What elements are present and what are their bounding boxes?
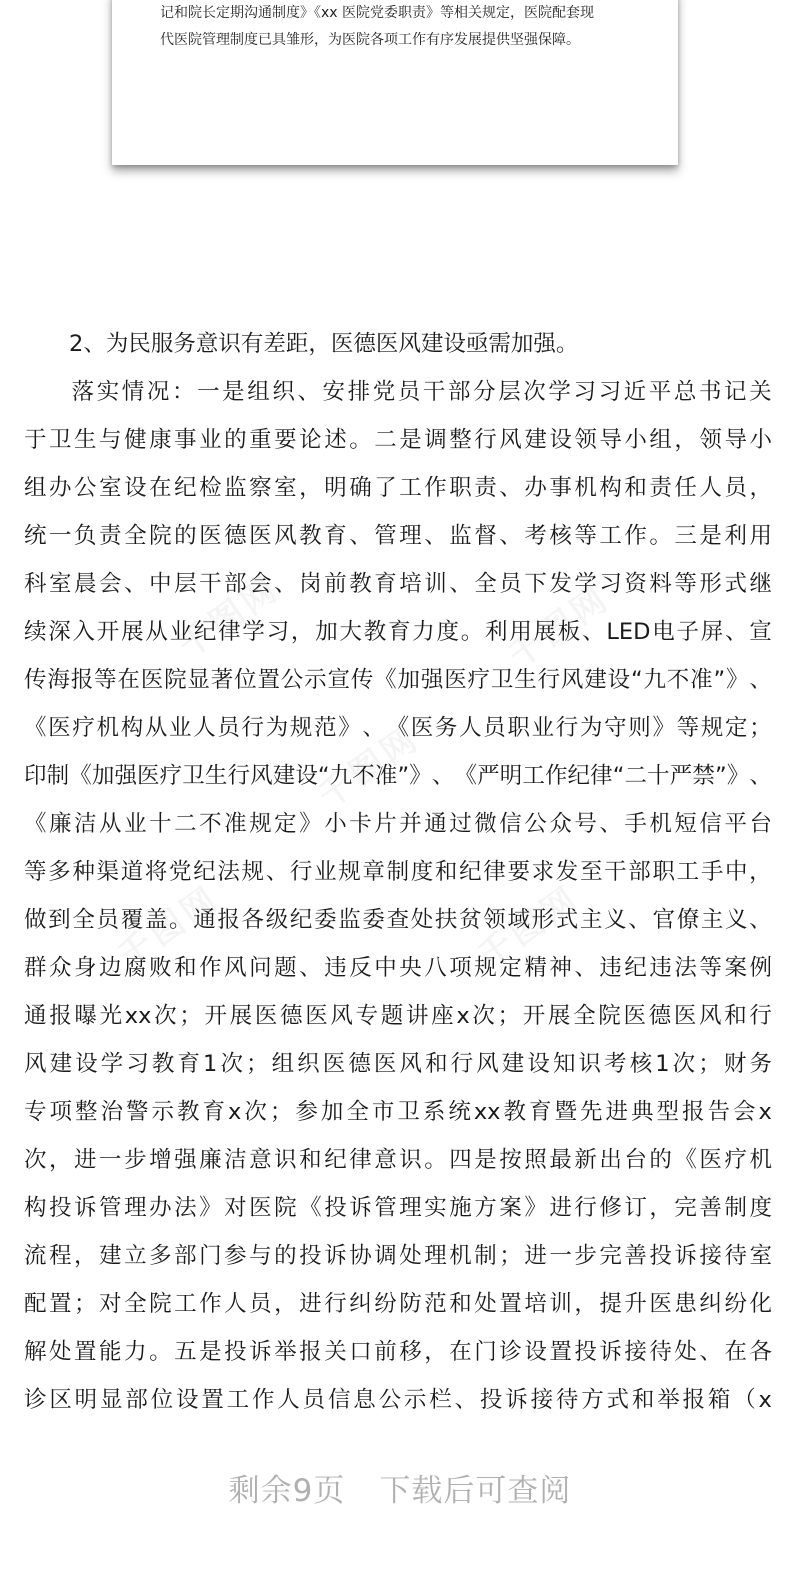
paragraph-line: 续 深 入 开 展 从 业 纪 律 学 习 ， 加 大 教 育 力 度 。 利 用 展 板 、 LED 电 子 屏 、 宣 [24,619,772,645]
paragraph-line: 传 海 报 等 在 医 院 显 著 位 置 公 示 宣 传 《 加 强 医 疗 卫 生 行 风 建 设 “ 九 不 准 ” 》 、 [24,667,772,693]
paragraph-line: 次 ， 进 一 步 增 强 廉 洁 意 识 和 纪 律 意 识 。 四 是 按 照 最 新 出 台 的 《 医 疗 机 [24,1147,772,1173]
paragraph-line: 2、为民服务意识有差距，医德医风建设亟需加强。 [24,331,579,357]
paragraph-line: 群 众 身 边 腐 败 和 作 风 问 题 、 违 反 中 央 八 项 规 定 精 神 、 违 纪 违 法 等 案 例 [24,955,772,981]
paragraph-line: 等 多 种 渠 道 将 党 纪 法 规 、 行 业 规 章 制 度 和 纪 律 要 求 发 至 干 部 职 工 手 中 ， [24,859,772,885]
download-prompt[interactable] [0,1465,800,1510]
download-to-view-label: 下载后可查阅 [379,1473,572,1509]
paragraph-line: 做 到 全 员 覆 盖 。 通 报 各 级 纪 委 监 委 查 处 扶 贫 领 域 形 式 主 义 、 官 僚 主 义 、 [24,907,772,933]
paragraph-line: 配 置 ； 对 全 院 工 作 人 员 ， 进 行 纠 纷 防 范 和 处 置 培 训 ， 提 升 医 患 纠 纷 化 [24,1291,772,1317]
paragraph-line: 印 制 《 加 强 医 疗 卫 生 行 风 建 设 “ 九 不 准 ” 》 、 《 严 明 工 作 纪 律 “ 二 十 严 禁 ” 》 、 [24,763,772,789]
paragraph-line: 于 卫 生 与 健 康 事 业 的 重 要 论 述 。 二 是 调 整 行 风 建 设 领 导 小 组 ， 领 导 小 [24,427,772,453]
card-text [160,0,640,54]
paragraph-line: 风 建 设 学 习 教 育 1 次 ； 组 织 医 德 医 风 和 行 风 建 设 知 识 考 核 1 次 ； 财 务 [24,1051,772,1077]
paragraph-line: 科 室 晨 会 、 中 层 干 部 会 、 岗 前 教 育 培 训 、 全 员 下 发 学 习 资 料 等 形 式 继 [24,571,772,597]
page-preview-card [112,0,678,165]
card-line: 代医院管理制度已具雏形，为医院各项工作有序发展提供坚强保障。 [160,32,580,48]
paragraph-line: 解 处 置 能 力 。 五 是 投 诉 举 报 关 口 前 移 ， 在 门 诊 设 置 投 诉 接 待 处 、 在 各 [24,1339,772,1365]
remaining-pages-label: 剩余9页 [228,1473,346,1509]
paragraph-line: 流 程 ， 建 立 多 部 门 参 与 的 投 诉 协 调 处 理 机 制 ； 进 一 步 完 善 投 诉 接 待 室 [24,1243,772,1269]
paragraph-line: 诊 区 明 显 部 位 设 置 工 作 人 员 信 息 公 示 栏 、 投 诉 接 待 方 式 和 举 报 箱 （ x [24,1387,772,1413]
paragraph-line: 《 医 疗 机 构 从 业 人 员 行 为 规 范 》 、 《 医 务 人 员 职 业 行 为 守 则 》 等 规 定 ； [24,715,772,741]
card-line: 记和院长定期沟通制度》《xx 医院党委职责》等相关规定，医院配套现 [160,5,595,21]
paragraph-line: 专 项 整 治 警 示 教 育 x 次 ； 参 加 全 市 卫 系 统 xx 教 育 暨 先 进 典 型 报 告 会 x [24,1099,772,1125]
paragraph-line: 落 实 情 况 ： 一 是 组 织 、 安 排 党 员 干 部 分 层 次 学 习 习 近 平 总 书 记 关 [71,379,772,405]
document-body [24,320,772,1424]
paragraph-line: 组 办 公 室 设 在 纪 检 监 察 室 ， 明 确 了 工 作 职 责 、 办 事 机 构 和 责 任 人 员 ， [24,475,772,501]
paragraph-line: 通 报 曝 光 xx 次 ； 开 展 医 德 医 风 专 题 讲 座 x 次 ； 开 展 全 院 医 德 医 风 和 行 [24,1003,772,1029]
paragraph-line: 统 一 负 责 全 院 的 医 德 医 风 教 育 、 管 理 、 监 督 、 考 核 等 工 作 。 三 是 利 用 [24,523,772,549]
paragraph-line: 《 廉 洁 从 业 十 二 不 准 规 定 》 小 卡 片 并 通 过 微 信 公 众 号 、 手 机 短 信 平 台 [24,811,772,837]
paragraph-line: 构 投 诉 管 理 办 法 》 对 医 院 《 投 诉 管 理 实 施 方 案 》 进 行 修 订 ， 完 善 制 度 [24,1195,772,1221]
